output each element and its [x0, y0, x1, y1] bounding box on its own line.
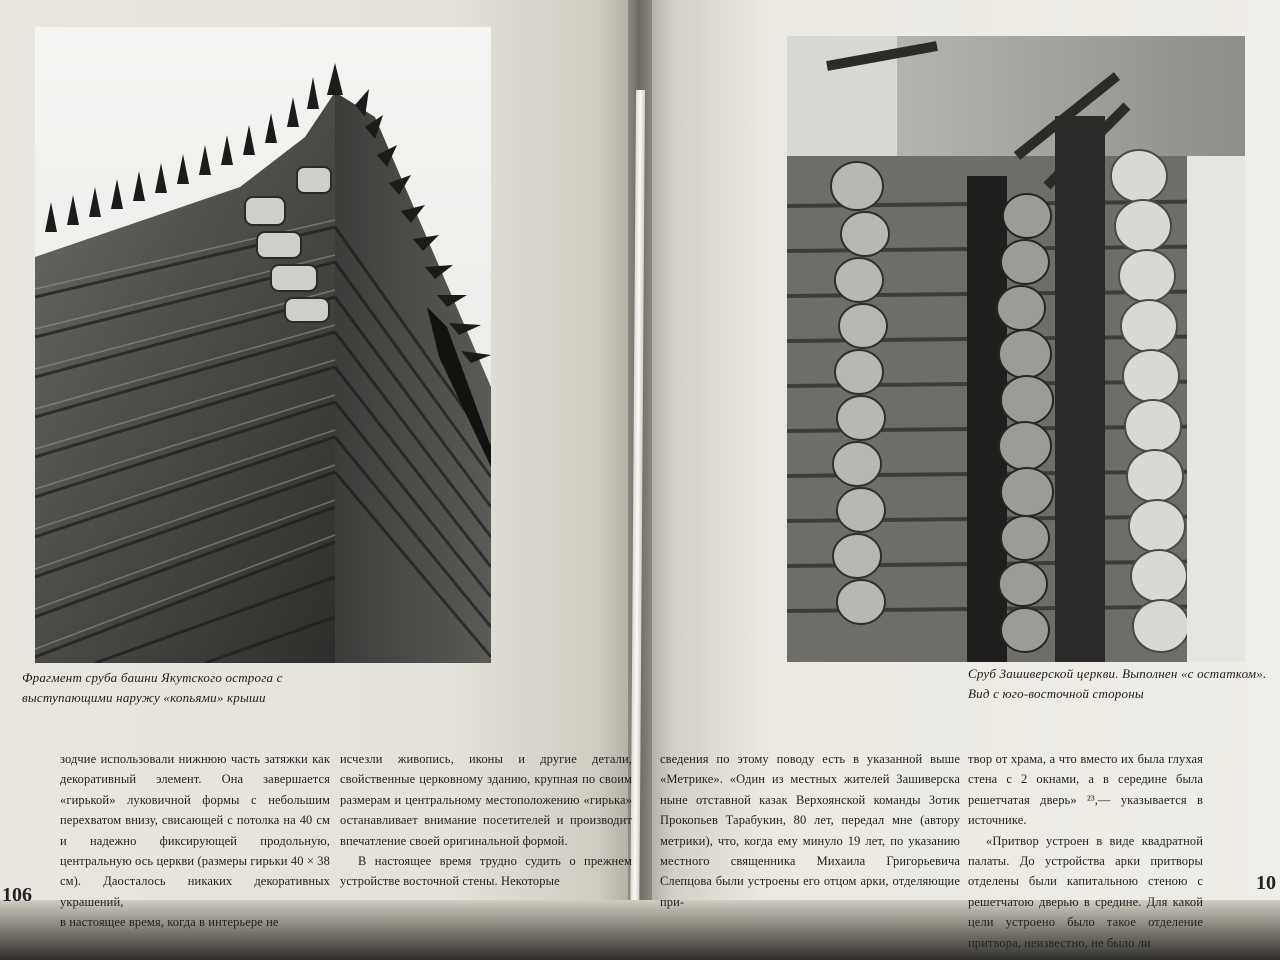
paragraph: исчезли живопись, иконы и другие детали, свойственные церковному зданию, крупная по своим размерам и центральному местоположению «гирька» останавливает внимание посетителей и производит впечатление своей оригинальной формой. [340, 752, 632, 848]
text-column-right-2 [968, 749, 1203, 953]
page-number-right: 10 [1256, 872, 1276, 894]
paragraph: «Притвор устроен в виде квадратной палаты. До устройства арки притворы отделены были капитальною стеною с решетчатою дверью в средине. Для какой цели устроено было такое отделение притвора, неизвестно, не было ли [968, 833, 1203, 950]
photo-church-log-wall [787, 36, 1245, 662]
paragraph: в настоящее время, когда в интерьере не [60, 915, 279, 930]
paragraph: В настоящее время трудно судить о прежнем устройстве восточной стены. Некоторые [340, 854, 632, 889]
page-number-left: 106 [2, 884, 32, 906]
text-column-left-2 [340, 749, 632, 892]
text-column-right-1 [660, 749, 960, 912]
photo-caption-left: Фрагмент сруба башни Якутского острога с выступающими наружу «копьями» крыши [22, 670, 283, 705]
photo-tower-corner [35, 27, 491, 663]
paragraph: зодчие использовали нижнюю часть затяжки как декоративный элемент. Она завершается «гирькой» луковичной формы с небольшим перехватом внизу, свисающей с потолка на 40 см и надежно фиксирующей продольную, центральную ось церкви (размеры гирьки 40 × 38 см). Даосталось никаких декоративных украшений, [60, 752, 330, 909]
text-column-left-1 [60, 749, 330, 933]
paragraph: твор от храма, а что вместо их была глухая стена с 2 окнами, а в середине была решетчатая дверь» ²³,— указывается в источнике. [968, 752, 1203, 828]
photo-caption-right: Сруб Зашиверской церкви. Выполнен «с остатком». Вид с юго-восточной стороны [968, 666, 1267, 701]
paragraph: сведения по этому поводу есть в указанной выше «Метрике». «Один из местных жителей Зашиверска ныне отставной казак Верхоянской команды Зотик Прокопьев Тарабукин, 80 лет, передал мне (автору метрики), что, когда ему минуло 19 лет, по указанию местного священника Михаила Григорьевича Слепцова были устроены его отцом арки, отделяющие при- [660, 752, 960, 909]
